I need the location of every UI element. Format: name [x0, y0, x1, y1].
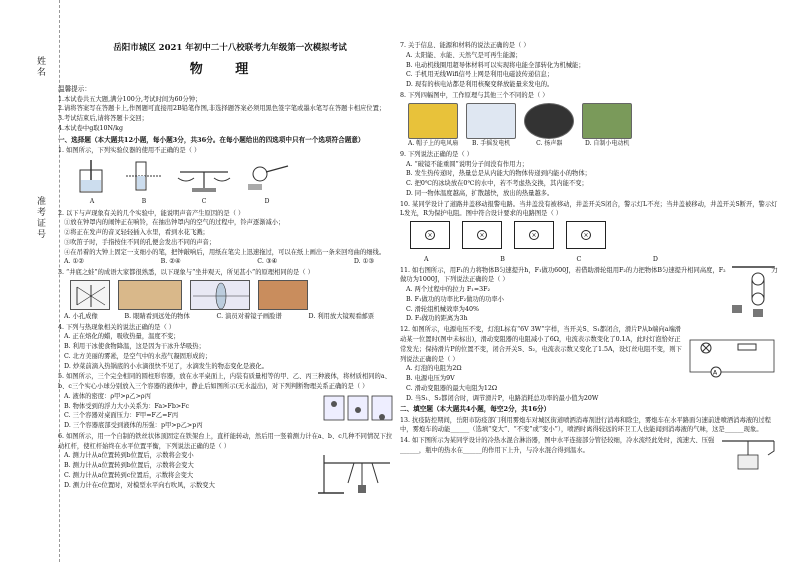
force-label: 力: [771, 265, 778, 274]
three-containers-icon: [322, 392, 394, 422]
option-d: D. ①③: [353, 258, 374, 266]
option-a: A. 液体的密度：ρ甲>ρ乙>ρ丙: [64, 392, 151, 400]
option-a: A. 测力计从a位置转到b位置后，示数将会变小: [64, 452, 194, 460]
name-label: 姓名: [35, 56, 45, 78]
question-2-line: ①放在钟罩内的闹钟正在响铃，在抽出钟罩内的空气的过程中，铃声逐渐减小；: [64, 219, 285, 227]
right-column: [400, 40, 778, 471]
question-6: 6. 如图所示，用一个自制的铁丝状体顶固定在铁架台上，直杆能转动，然后用一竖着测力计在a、b、c几种不同情况下拉动杠杆，使杠杆始终在水平位置平衡，下列说法正确的是（ ）: [58, 432, 393, 450]
picture-a: [408, 103, 458, 148]
option-b: B. 利用干冰使食物降温，这是因为干冰升华吸热；: [64, 343, 205, 351]
option-b: B. ②④: [160, 258, 181, 266]
circuit-c-label: C: [576, 255, 582, 263]
option-d: D. 三个容器底部受到液体的压强：p甲>p乙>p丙: [64, 422, 203, 430]
question-2-line: ③吹笛子时，手指按住不同的孔便会发出不同的声音；: [64, 238, 216, 246]
figure-b: [122, 158, 166, 207]
question-2: 2. 以下与声现象有关的几个实验中，能说明声音产生原因的是（ ）: [58, 209, 245, 217]
circuit-a-label: A: [424, 255, 429, 263]
option-a: A. 正在熔化的蜡，吸收热量，温度不变；: [64, 333, 180, 341]
option-b: B. F₁做功的功率比F₂做功的功率小: [406, 295, 504, 303]
figure-a: [70, 158, 114, 207]
option-d: D. 当S₁、S₂都闭合时，调节滑片P，电路消耗总功率的最小值为20W: [406, 394, 599, 402]
figure-b-label: B: [141, 198, 147, 206]
option-b: B. 物体受到的浮力大小关系为：Fa>Fb>Fc: [64, 402, 190, 410]
question-11-content: [400, 265, 728, 325]
question-5-options: [58, 392, 322, 431]
question-12-content: [400, 324, 686, 403]
option-c: C. 把0℃的冰块放在0℃的水中，若不考虑热交换，其内能不变；: [406, 180, 588, 188]
circuit-c: [514, 221, 554, 249]
circuit-b-label: B: [500, 255, 505, 263]
question-9: 9. 下列说法正确的是（ ）: [400, 150, 473, 158]
option-c: C. 手机用无线Wifi信号上网是利用电磁波传递信息；: [406, 71, 554, 79]
question-13: 13. 抗疫防控期间，岳阳市防疫部门利用雾炮车对城区街道喷洒消毒剂进行消毒和除尘，雾炮车在水平路面匀速前进喷洒消毒液的过程中，雾炮车的动能______（选填“变大”、“不变”或“变小”），喷洒时离得较远的环卫工人也能闻到消毒液的气味，这是______现象。: [400, 416, 771, 434]
question-3-options: [58, 312, 394, 322]
binding-strip: [0, 0, 60, 562]
question-14: 14. 如下图所示为某同学设计的冷热水混合淋浴器，图中水平连接部分管径较细，冷水流经此处时，流速大、压强______，瓶中的热水在______的作用下上升，与冷水混合得到温水。: [400, 437, 715, 454]
lamp-icon: ×: [581, 230, 591, 240]
section-heading-choice: 一、选择题（本大题共12小题，每小题3分，共36分。在每小题给出的四选项中只有一个选项符合题意）: [58, 135, 365, 144]
option-c: C. 三个容器对桌面压力：F甲=F乙=F丙: [64, 412, 179, 420]
notes-heading: 温馨提示：: [58, 85, 91, 94]
question-3-figures: [58, 280, 394, 310]
lamp-icon: ×: [425, 230, 435, 240]
option-d: D. 现有的核电站都是利用核聚变释放能量来发电的。: [406, 81, 554, 88]
question-12: 12. 如图所示，电源电压不变，灯泡L标有“6V 3W”字样，当开关S、S₁都闭合，滑片P从b端向a端滑动某一位置时(图中未标出)，滑动变阻器的电阻减小了6Ω，电流表示数变化了0.1A，此时灯泡恰好正常发光；保持滑片P的位置不变，闭合开关S、S₂，电流表示数又变化了1.5A，设灯丝电阻不变，则下列说法正确的是（ ）: [400, 326, 682, 363]
question-10-labels: [400, 255, 778, 265]
speaker-icon: [524, 103, 574, 139]
mirror-face-figure: [258, 280, 308, 310]
lamp-icon: ×: [477, 230, 487, 240]
lamp-icon: ×: [529, 230, 539, 240]
lever-stand-icon: [314, 451, 394, 495]
subject-title: 物 理: [189, 62, 263, 78]
pinhole-camera-icon: [71, 281, 111, 311]
option-b: B. 测力计从a位置转到b位置后，示数将会变大: [64, 462, 194, 470]
mixing-shower-icon: [718, 435, 778, 471]
pinhole-image-figure: [70, 280, 110, 310]
figure-d-label: D: [264, 198, 270, 206]
question-10-circuits: [400, 221, 778, 253]
question-8: 8. 下列四幅图中，工作原理与其他三个不同的是（ ）: [400, 91, 549, 99]
question-6-options: [58, 451, 314, 495]
question-5: 5. 如图所示，三个完全相同的圆柱形容器，放在水平桌面上，内装有质量相等的甲、乙、丙三种液体，将材质相同的a、b、c三个实心小球分别放入三个容器的液体中，静止后如图所示(无水溢出)，对下列判断物理关系正确的是（ ）: [58, 373, 391, 391]
question-8-pictures: [400, 103, 778, 148]
circuit-b: [462, 221, 502, 249]
question-12-block: [400, 324, 778, 403]
option-d: D. 利用放大镜观看邮票: [308, 312, 374, 320]
option-d: D. F₂做功的距离为3h: [406, 315, 468, 323]
option-a: A. ①②: [64, 258, 84, 266]
option-d: D. 测力计在c位置时，对模型水平向右吹风，示数变大: [64, 481, 215, 489]
picture-d-label: D. 自制小电动机: [584, 139, 630, 147]
question-2-line: ④在吊着的大钟上固定一支细小的笔，把钟敲响后，用纸在笔尖上迅速拖过，可以在纸上画出一条来回弯曲的细线。: [64, 248, 386, 256]
circuit-d-label: D: [652, 255, 658, 263]
option-a: A. 灯泡的电阻为2Ω: [406, 365, 462, 373]
note-item: 2.请将答案写在答题卡上,作图题可直接用2B铅笔作图,非选择题答案必须用黑色签字笔或墨水笔写在答题卡相应位置；: [58, 105, 386, 113]
svg-text:A: A: [713, 369, 718, 377]
question-2-line: ②将正在发声的音叉轻轻插入水里，看到水花飞溅；: [64, 229, 209, 237]
figure-c-label: C: [201, 198, 207, 206]
circuit-d: [566, 221, 606, 249]
circuit-a: [410, 221, 450, 249]
circuit-diagram-icon: [686, 334, 778, 378]
picture-a-label: A. 帽子上的电风扇: [408, 139, 459, 147]
option-d: D. 同一物体温度越高，扩散越快，放出的热量越多。: [406, 189, 554, 197]
picture-b: [466, 103, 516, 148]
note-item: 3.考试结束后,请将答题卡交回；: [58, 115, 148, 123]
lens-ray-icon: [191, 281, 251, 311]
question-4: 4. 下列与热现象相关的说法正确的是（ ）: [58, 323, 176, 331]
question-3: 3. “井底之蛙”的成语大家都很熟悉，以下现象与“坐井观天，所见甚小”的原理相同的是（ ）: [58, 269, 314, 277]
question-11: 11. 如右图所示，用F₁的力将物体B匀速提升h，F₁做功600J，若借助滑轮组用F₂的力把物体B匀速提升相同高度，F₂做功为1000J，下列说法正确的是（ ）: [400, 266, 726, 284]
question-5-body: [58, 392, 394, 431]
question-14-block: [400, 435, 778, 471]
question-1-figures: [58, 158, 394, 207]
option-d: D. 炒菜前滴入热锅底的小水滴很快不见了，水滴发生的物态变化是液化。: [64, 362, 269, 370]
question-11-block: [400, 265, 778, 325]
picture-d: [582, 103, 632, 148]
option-a: A. 小孔成像: [64, 312, 98, 320]
question-7: 7. 关于信息、能源和材料的说法正确的是（ ）: [400, 42, 530, 49]
option-c: C. 测力计从a位置转到c位置后，示数将会变大: [64, 471, 194, 479]
option-a: A. “破镜不能重圆”说明分子间没有作用力；: [406, 160, 529, 168]
option-c: C. 演员对着镜子画脸谱: [216, 312, 282, 320]
option-c: C. ③④: [257, 258, 278, 266]
note-item: 4.本试卷中g取10N/kg: [58, 124, 124, 132]
question-2-options: [58, 257, 394, 267]
option-a: A. 两个过程中的拉力 F₁=3F₂: [406, 286, 490, 294]
option-b: B. 眼睛看到远处的物体: [124, 312, 190, 320]
hand-generator-icon: [466, 103, 516, 139]
lens-figure: [190, 280, 250, 310]
option-b: B. 电源电压为9V: [406, 375, 455, 383]
note-item: 1.本试卷共五大题,满分100分,考试时间为60分钟；: [58, 95, 202, 103]
picture-c-label: C. 扬声器: [536, 139, 563, 147]
question-6-body: [58, 451, 394, 495]
picture-b-label: B. 手摇发电机: [472, 139, 511, 147]
ticket-number-label: 准考证号: [35, 196, 45, 240]
pulley-figure: [728, 265, 778, 325]
balance-scale-icon: [174, 158, 234, 194]
option-c: C. 北方美丽的雾凇，是空气中的水蒸气凝固形成的；: [64, 352, 212, 360]
option-b: B. 电动机线圈用超导体材料可以实现将电能全部转化为机械能；: [406, 61, 585, 69]
measuring-cylinder-icon: [122, 158, 166, 194]
motor-icon: [582, 103, 632, 139]
eye-figure: [118, 280, 182, 310]
spring-scale-icon: [242, 158, 292, 194]
question-1: 1. 如图所示，下列实验仪器的使用不正确的是（ ）: [58, 146, 201, 154]
option-c: C. 滑动变阻器的最大电阻为12Ω: [406, 384, 498, 392]
exam-title: 岳阳市城区 2021 年初中二十八校联考九年级第一次模拟考试: [113, 43, 347, 53]
section-heading-fill: 二、填空题（本大题共4小题，每空2分，共16分）: [400, 405, 551, 414]
beaker-thermometer-icon: [70, 158, 114, 194]
fan-hat-icon: [408, 103, 458, 139]
figure-d: [242, 158, 292, 207]
figure-c: [174, 158, 234, 207]
figure-a-label: A: [89, 198, 95, 206]
option-b: B. 发生热传递时，热量总是从内能大的物体传递到内能小的物体；: [406, 170, 591, 178]
picture-c: [524, 103, 574, 148]
option-c: C. 滑轮组机械效率为40%: [406, 305, 479, 313]
option-a: A. 太阳能、水能、天然气是可再生能源；: [406, 51, 522, 59]
question-10: 10. 某同学设计了道路井盖移动报警电路。当井盖没有被移动，井盖开关S闭合，警示灯L不亮；当井盖被移动，井盖开关S断开，警示灯L发光，R为保护电阻。图中符合设计要求的电路图是（ ）: [400, 200, 778, 218]
left-column: [58, 42, 394, 495]
